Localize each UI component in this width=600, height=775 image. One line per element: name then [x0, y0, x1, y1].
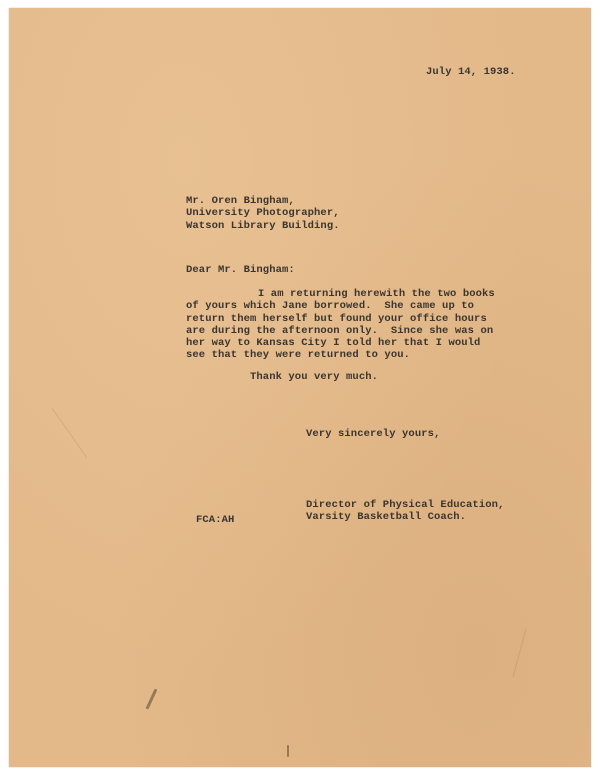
- thanks-line: Thank you very much.: [250, 371, 379, 383]
- letter-body: [186, 288, 495, 362]
- salutation: Dear Mr. Bingham:: [186, 264, 295, 276]
- body-line: see that they were returned to you.: [186, 349, 411, 362]
- body-line: of yours which Jane borrowed. She came up to: [186, 300, 475, 313]
- reference-initials: FCA:AH: [196, 514, 235, 526]
- closing: Very sincerely yours,: [306, 428, 441, 440]
- body-line: are during the afternoon only. Since she was on: [186, 324, 494, 337]
- paper-crease: [52, 408, 87, 458]
- paper-crease: [513, 629, 527, 678]
- title-line: Director of Physical Education,: [306, 499, 505, 511]
- signature-title: [306, 499, 504, 524]
- body-line: I am returning herewith the two books: [258, 288, 495, 300]
- recipient-location: Watson Library Building.: [186, 219, 340, 232]
- recipient-title: University Photographer,: [186, 207, 340, 220]
- recipient-name: Mr. Oren Bingham,: [186, 195, 295, 207]
- ink-mark: [287, 745, 289, 757]
- ink-mark: [145, 688, 157, 709]
- letter-page: [9, 8, 591, 767]
- letter-date: July 14, 1938.: [426, 66, 516, 78]
- body-line: return them herself but found your office hours: [186, 312, 487, 325]
- title-line: Varsity Basketball Coach.: [306, 511, 467, 524]
- recipient-address: [186, 195, 340, 232]
- body-line: her way to Kansas City I told her that I would: [186, 337, 481, 350]
